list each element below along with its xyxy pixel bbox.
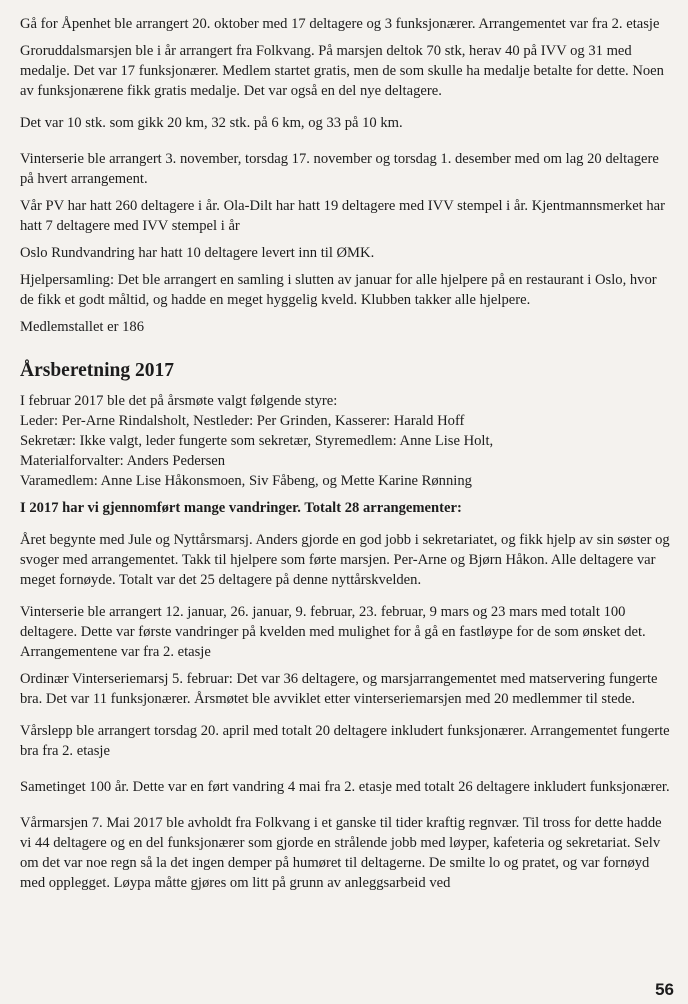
paragraph-vinterserie-2016: Vinterserie ble arrangert 3. november, torsdag 17. november og torsdag 1. desember med om lag 20 deltagere på hvert arrangement. <box>20 151 659 187</box>
paragraph-oslo-rundvandring: Oslo Rundvandring har hatt 10 deltagere levert inn til ØMK. <box>20 245 375 261</box>
board-intro: I februar 2017 ble det på årsmøte valgt følgende styre: <box>20 393 338 409</box>
board-line: Sekretær: Ikke valgt, leder fungerte som sekretær, Styremedlem: Anne Lise Holt, <box>20 433 494 449</box>
paragraph-jule-nyttarsmarsj: Året begynte med Jule og Nyttårsmarsj. Anders gjorde en god jobb i sekretariatet, og fikk hjelp av sin søster og svoger med arrangementet. Takk til hjelpere som førte marsjen. Per-Arne og Bjørn Håkon. Alle deltagere var meget fornøyde. Totalt var det 25 deltagere på denne nyttårskvelden. <box>20 532 670 588</box>
section-subheading: I 2017 har vi gjennomført mange vandringer. Totalt 28 arrangementer: <box>20 500 462 516</box>
paragraph-medlemstall: Medlemstallet er 186 <box>20 319 145 335</box>
paragraph-apenhet: Gå for Åpenhet ble arrangert 20. oktober med 17 deltagere og 3 funksjonærer. Arrangementet var fra 2. etasje <box>20 16 660 32</box>
paragraph-pv: Vår PV har hatt 260 deltagere i år. Ola-Dilt har hatt 19 deltagere med IVV stempel i år. Kjentmannsmerket har hatt 7 deltagere med IVV stempel i år <box>20 198 666 234</box>
board-line: Leder: Per-Arne Rindalsholt, Nestleder: Per Grinden, Kasserer: Harald Hoff <box>20 413 465 429</box>
document-page <box>20 14 672 900</box>
board-block <box>20 391 672 491</box>
paragraph-sametinget: Sametinget 100 år. Dette var en ført vandring 4 mai fra 2. etasje med totalt 26 deltagere inkludert funksjonærer. <box>20 779 670 795</box>
board-line: Materialforvalter: Anders Pedersen <box>20 453 226 469</box>
paragraph-vinterseriemarsj: Ordinær Vinterseriemarsj 5. februar: Det var 36 deltagere, og marsjarrangementet med matservering fungerte bra. Det var 11 funksjonærer. Årsmøtet ble avviklet etter vinterseriemarsjen med 20 medlemmer til stede. <box>20 671 658 707</box>
paragraph-vinterserie-2017: Vinterserie ble arrangert 12. januar, 26. januar, 9. februar, 23. februar, 9 mars og 23 mars med totalt 100 deltagere. Dette var første vandringer på kvelden med mulighet for å gå en fastløype for de som ønsket det. Arrangementene var fra 2. etasje <box>20 604 646 660</box>
paragraph-varmarsjen: Vårmarsjen 7. Mai 2017 ble avholdt fra Folkvang i et ganske til tider kraftig regnvær. Til tross for dette hadde vi 44 deltagere og en del funksjonærer som gjorde en strålende jobb med løyper, kafeteria og sekretariat. Selv om det var noe regn så la det ingen demper på humøret til deltagerne. De smilte lo og pratet, og var fornøyd med opplegget. Løypa måtte gjøres om litt på grunn av anleggsarbeid ved <box>20 815 662 891</box>
paragraph-groruddalsmarsjen: Groruddalsmarsjen ble i år arrangert fra Folkvang. På marsjen deltok 70 stk, herav 40 på IVV og 31 med medalje. Det var 17 funksjonærer. Medlem startet gratis, men de som skulle ha medalje betalte for dette. Noen av funksjonærene fikk gratis medalje. Det var også en del nye deltagere. <box>20 43 664 99</box>
paragraph-hjelpersamling: Hjelpersamling: Det ble arrangert en samling i slutten av januar for alle hjelpere på en restaurant i Oslo, hvor de fikk et godt måltid, og hadde en meget hyggelig kveld. Klubben takker alle hjelpere. <box>20 272 657 308</box>
paragraph-distances: Det var 10 stk. som gikk 20 km, 32 stk. på 6 km, og 33 på 10 km. <box>20 115 403 131</box>
page-number: 56 <box>655 980 674 999</box>
section-heading: Årsberetning 2017 <box>20 360 175 381</box>
paragraph-varslepp: Vårslepp ble arrangert torsdag 20. april med totalt 20 deltagere inkludert funksjonærer. Arrangementet fungerte bra fra 2. etasje <box>20 723 670 759</box>
board-line: Varamedlem: Anne Lise Håkonsmoen, Siv Fåbeng, og Mette Karine Rønning <box>20 473 472 489</box>
